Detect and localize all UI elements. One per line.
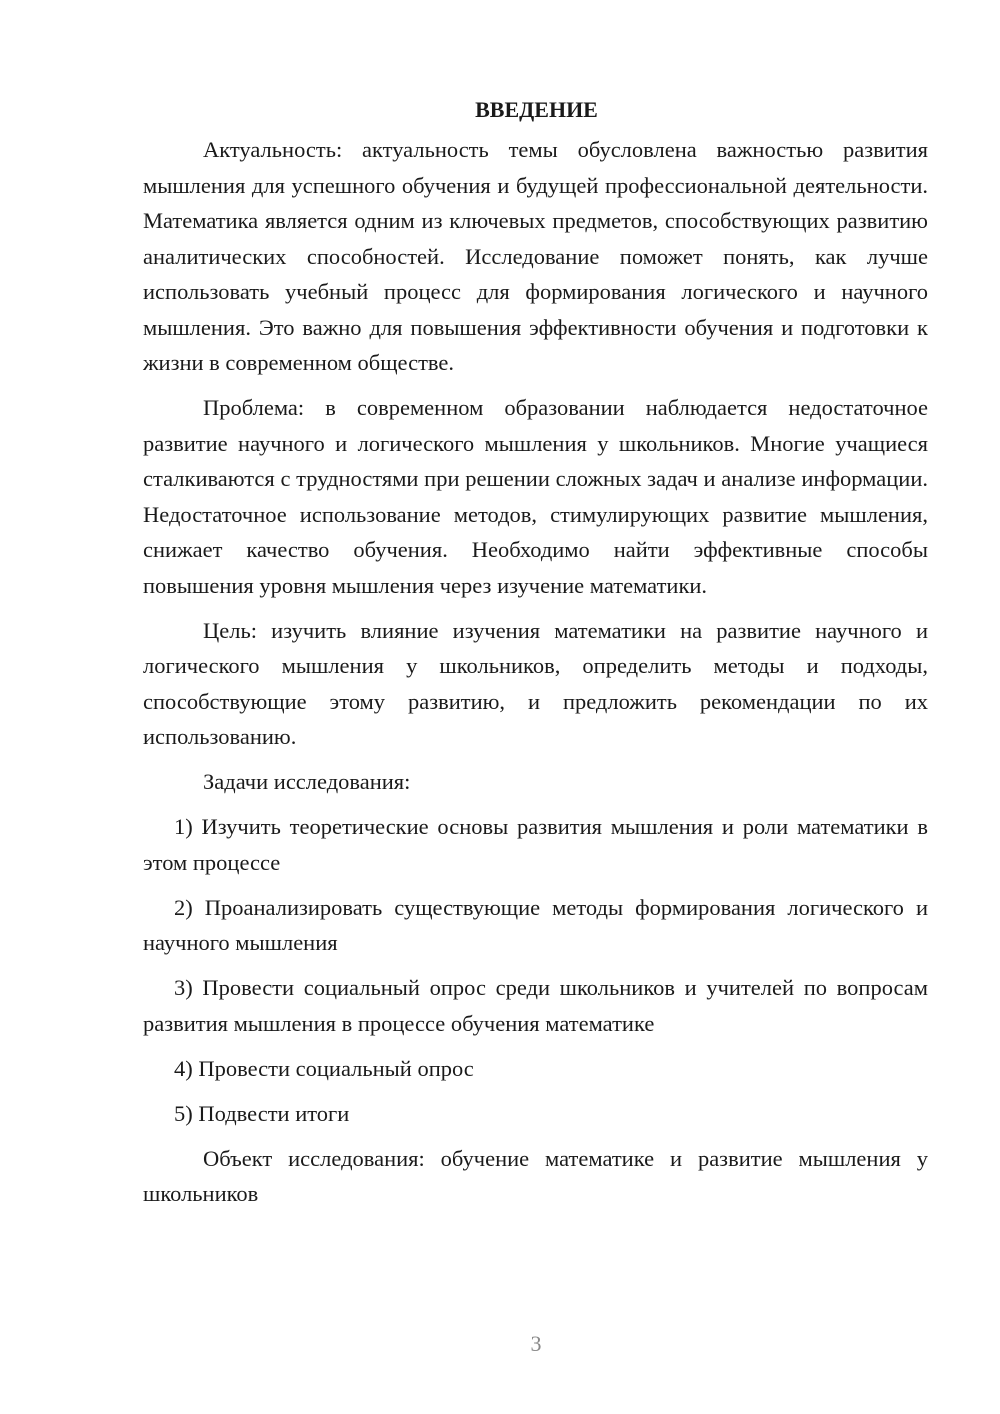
- tasks-heading: Задачи исследования:: [203, 769, 411, 794]
- goal-paragraph: Цель: изучить влияние изучения математики на развитие научного и логического мышления у школьников, определить методы и подходы, способствующие этому развитию, и предложить рекомендации по их использованию.: [143, 617, 928, 749]
- task-item: 3) Провести социальный опрос среди школьников и учителей по вопросам развития мышления в процессе обучения математике: [143, 975, 928, 1036]
- document-page: [143, 92, 928, 1221]
- page-number: 3: [530, 1331, 542, 1356]
- task-item: 5) Подвести итоги: [174, 1100, 350, 1126]
- page-title: ВВЕДЕНИЕ: [475, 97, 598, 122]
- object-paragraph: Объект исследования: обучение математике и развитие мышления у школьников: [143, 1145, 928, 1206]
- relevance-paragraph: Актуальность: актуальность темы обусловлена важностью развития мышления для успешного обучения и будущей профессиональной деятельности. Математика является одним из ключевых предметов, способствующих развитию аналитических способностей. Исследование поможет понять, как лучше использовать учебный процесс для формирования логического и научного мышления. Это важно для повышения эффективности обучения и подготовки к жизни в современном обществе.: [143, 137, 928, 375]
- task-item: 4) Провести социальный опрос: [174, 1055, 474, 1081]
- problem-paragraph: Проблема: в современном образовании наблюдается недостаточное развитие научного и логического мышления у школьников. Многие учащиеся сталкиваются с трудностями при решении сложных задач и анализе информации. Недостаточное использование методов, стимулирующих развитие мышления, снижает качество обучения. Необходимо найти эффективные способы повышения уровня мышления через изучение математики.: [143, 395, 928, 598]
- task-item: 1) Изучить теоретические основы развития мышления и роли математики в этом процессе: [143, 814, 928, 875]
- task-item: 2) Проанализировать существующие методы формирования логического и научного мышления: [143, 894, 928, 955]
